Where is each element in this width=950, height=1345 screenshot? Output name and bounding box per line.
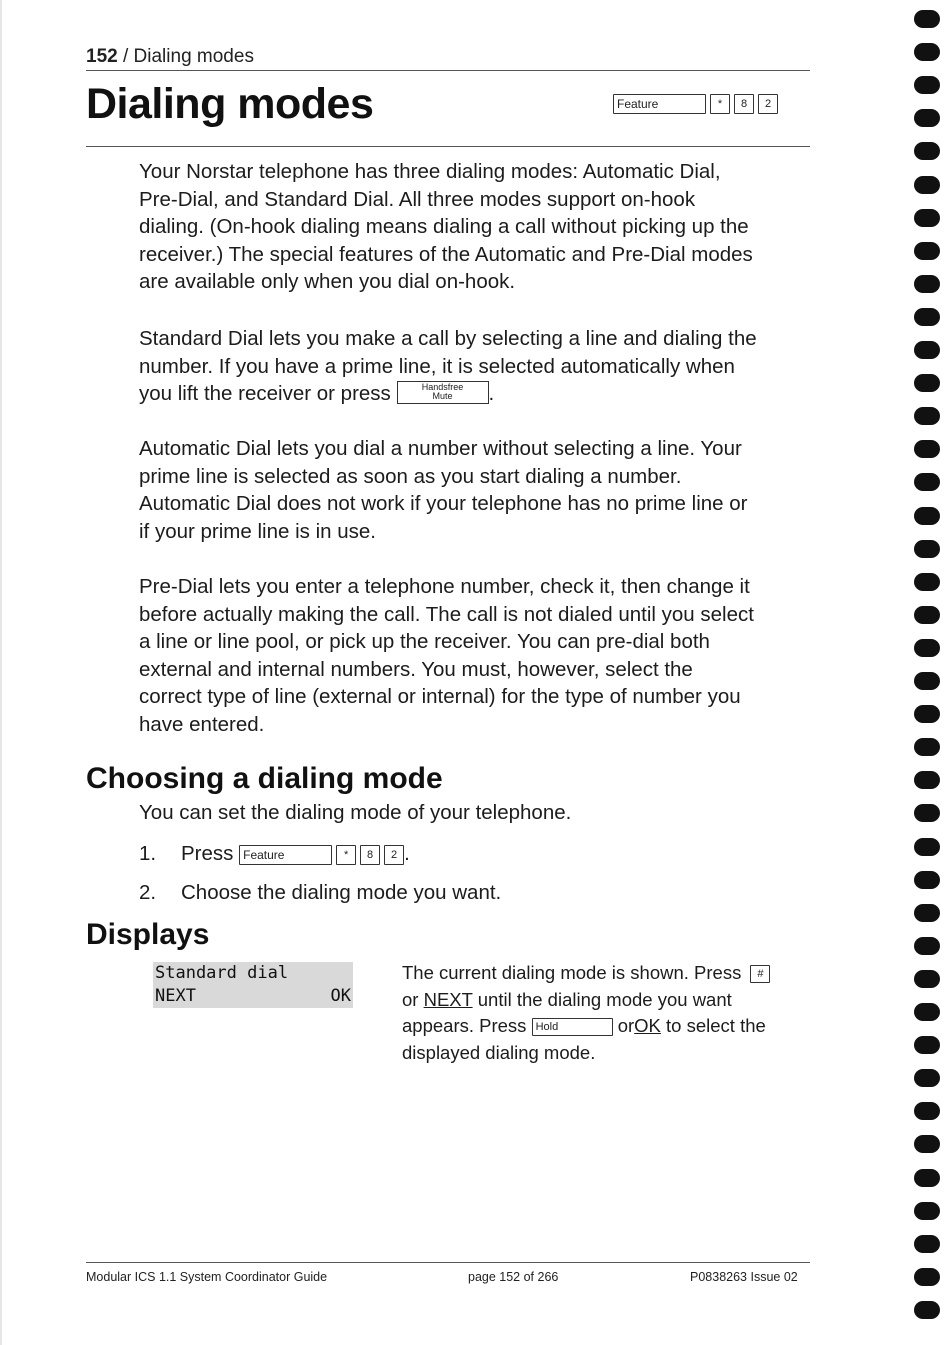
binding-hole — [914, 1169, 940, 1187]
binding-hole — [914, 573, 940, 591]
eight-key: 8 — [360, 845, 380, 865]
text-line: external and internal numbers. You must, however, select the — [139, 657, 693, 681]
binding-hole — [914, 970, 940, 988]
text-line: Standard Dial lets you make a call by selecting a line and dialing the — [139, 327, 757, 350]
text-line — [402, 1013, 812, 1040]
lcd-ok-option: OK — [330, 986, 351, 1006]
handsfree-key-top: Handsfree — [421, 382, 464, 393]
binding-hole — [914, 606, 940, 624]
step-number: 2. — [139, 881, 157, 904]
header-rule — [86, 70, 810, 71]
text-line: Pre-Dial, and Standard Dial. All three modes support on-hook — [139, 187, 696, 211]
binding-hole — [914, 10, 940, 28]
binding-hole — [914, 407, 940, 425]
display-description — [402, 960, 812, 1066]
binding-hole — [914, 209, 940, 227]
text-line: have entered. — [139, 712, 265, 736]
binding-hole — [914, 871, 940, 889]
text-fragment: appears. Press — [402, 1015, 527, 1037]
binding-hole — [914, 1235, 940, 1253]
star-key: * — [336, 845, 356, 865]
binding-hole — [914, 804, 940, 822]
binding-hole — [914, 1036, 940, 1054]
text-line: if your prime line is in use. — [139, 519, 376, 543]
step-text: Choose the dialing mode you want. — [181, 881, 502, 904]
binding-hole — [914, 275, 940, 293]
text-fragment: to select the — [666, 1015, 766, 1037]
lcd-next-option: NEXT — [155, 986, 196, 1006]
running-header — [86, 46, 254, 68]
feature-key: Feature — [239, 845, 332, 865]
step-suffix: . — [404, 842, 410, 865]
text-line: Automatic Dial lets you dial a number without selecting a line. Your — [139, 437, 742, 460]
text-line: Pre-Dial lets you enter a telephone number, check it, then change it — [139, 575, 750, 598]
page-edge — [0, 0, 2, 1345]
next-label: NEXT — [423, 988, 473, 1010]
footer-guide: Modular ICS 1.1 System Coordinator Guide — [86, 1270, 328, 1284]
binding-hole — [914, 176, 940, 194]
step-2 — [139, 881, 501, 905]
standard-dial-paragraph — [139, 325, 819, 408]
binding-hole — [914, 738, 940, 756]
text-line: displayed dialing mode. — [402, 1041, 596, 1063]
header-section-name: Dialing modes — [133, 46, 254, 67]
text-line: are available only when you dial on-hook. — [139, 270, 516, 294]
text-line — [402, 960, 812, 987]
header-separator: / — [117, 46, 134, 67]
footer-rule — [86, 1262, 810, 1263]
text-fragment: you lift the receiver or press — [139, 382, 391, 406]
lcd-display — [153, 962, 353, 1008]
binding-hole — [914, 242, 940, 260]
binding-hole — [914, 1069, 940, 1087]
hash-key: # — [750, 965, 770, 983]
star-key: * — [710, 94, 730, 114]
title-rule — [86, 146, 810, 147]
header-page-number: 152 — [86, 46, 118, 67]
title-feature-code — [613, 94, 778, 114]
lcd-line-1: Standard dial — [155, 963, 289, 983]
binding-hole — [914, 341, 940, 359]
pre-dial-paragraph — [139, 573, 819, 739]
two-key: 2 — [384, 845, 404, 865]
feature-key: Feature — [613, 94, 706, 114]
text-line: a line or line pool, or pick up the receiver. You can pre-dial both — [139, 630, 710, 654]
text-line: correct type of line (external or internal) for the type of number you — [139, 685, 741, 709]
binding-hole — [914, 1003, 940, 1021]
automatic-dial-paragraph — [139, 435, 819, 545]
hold-key: Hold — [532, 1018, 613, 1036]
text-line: prime line is selected as soon as you start dialing a number. — [139, 464, 682, 488]
text-line-with-key — [139, 380, 819, 408]
binding-hole — [914, 142, 940, 160]
binding-hole — [914, 771, 940, 789]
binding-hole — [914, 308, 940, 326]
text-fragment: until the dialing mode you want — [477, 988, 732, 1010]
binding-hole — [914, 374, 940, 392]
displays-heading: Displays — [86, 918, 210, 951]
binding-hole — [914, 76, 940, 94]
text-fragment: The current dialing mode is shown. Press — [402, 962, 742, 983]
binding-hole — [914, 672, 940, 690]
text-line — [402, 987, 812, 1014]
text-fragment: . — [488, 382, 495, 406]
footer-page: page 152 of 266 — [468, 1270, 559, 1284]
text-line: before actually making the call. The call is not dialed until you select — [139, 602, 754, 626]
choosing-intro: You can set the dialing mode of your telephone. — [139, 801, 572, 824]
text-fragment: or — [402, 988, 419, 1010]
page-title: Dialing modes — [86, 80, 374, 128]
text-line: dialing. (On-hook dialing means dialing a call without picking up the — [139, 215, 749, 239]
intro-paragraph — [139, 158, 819, 296]
text-line: receiver.) The special features of the Automatic and Pre-Dial modes — [139, 242, 753, 266]
step-number: 1. — [139, 842, 157, 865]
two-key: 2 — [758, 94, 778, 114]
binding-hole — [914, 838, 940, 856]
binding-hole — [914, 473, 940, 491]
binding-hole — [914, 1301, 940, 1319]
text-line: Your Norstar telephone has three dialing modes: Automatic Dial, — [139, 160, 721, 183]
handsfree-key — [397, 381, 489, 404]
text-line: Automatic Dial does not work if your telephone has no prime line or — [139, 492, 748, 516]
binding-hole — [914, 1202, 940, 1220]
eight-key: 8 — [734, 94, 754, 114]
binding-hole — [914, 705, 940, 723]
binding-hole — [914, 109, 940, 127]
handsfree-key-bottom: Mute — [432, 391, 453, 402]
footer-doc-id: P0838263 Issue 02 — [690, 1270, 798, 1284]
binding-hole — [914, 639, 940, 657]
binding-hole — [914, 904, 940, 922]
text-line: number. If you have a prime line, it is selected automatically when — [139, 354, 735, 378]
binding-hole — [914, 937, 940, 955]
binding-hole — [914, 1135, 940, 1153]
step-1 — [139, 842, 410, 866]
step-text: Press — [181, 842, 234, 865]
binding-hole — [914, 43, 940, 61]
binding-hole — [914, 440, 940, 458]
lcd-line-2 — [153, 985, 353, 1008]
binding-hole — [914, 1268, 940, 1286]
choosing-heading: Choosing a dialing mode — [86, 762, 443, 795]
binding-hole — [914, 540, 940, 558]
binding-hole — [914, 1102, 940, 1120]
spiral-binding — [912, 0, 950, 1345]
ok-label: OK — [634, 1015, 661, 1037]
text-fragment: or — [617, 1015, 635, 1037]
binding-hole — [914, 507, 940, 525]
